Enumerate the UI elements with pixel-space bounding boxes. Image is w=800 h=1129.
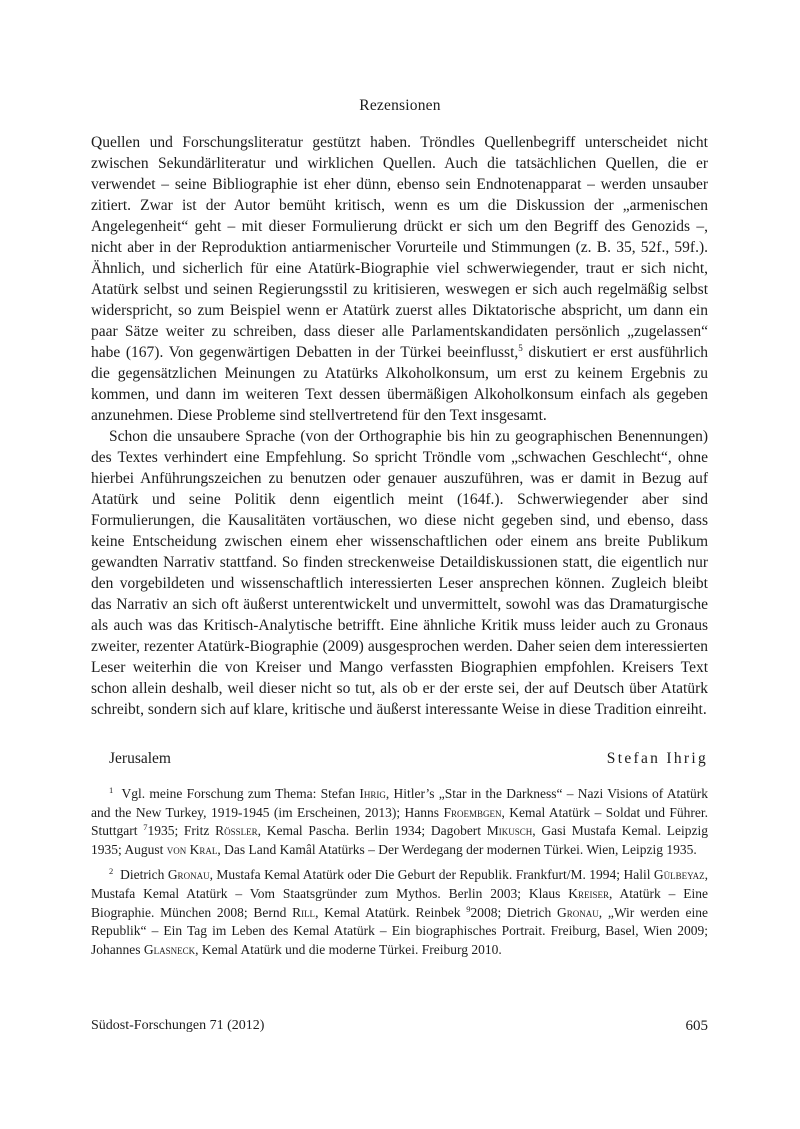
footnote-1-text: , Hitler’s „Star in the Darkness“ – Nazi Visions of Atatürk and the New Turkey, 1919-1945 (im Erscheinen, 2013); Hanns: [91, 786, 708, 820]
footnote-2-text: , Mustafa Kemal Atatürk – Vom Staatsgründer zum Mythos. Berlin 2003; Klaus: [91, 867, 709, 901]
author-name: Mikusch: [486, 823, 533, 839]
footnote-1-mark: 1: [109, 785, 114, 795]
footnote-2-text: , Mustafa Kemal Atatürk oder Die Geburt der Republik. Frankfurt/M. 1994; Halil: [209, 867, 654, 883]
paragraph-1: [91, 132, 708, 426]
running-head: Rezensionen: [359, 97, 441, 114]
author-name: Gronau: [167, 867, 210, 883]
footnote-2: [91, 866, 708, 959]
edition-mark: 7: [143, 822, 148, 833]
footnote-1-text: , Gasi Mustafa Kemal. Leipzig 1935; August: [91, 823, 709, 857]
footnote-ref-5[interactable]: 5: [518, 343, 523, 353]
footnote-2-mark: 2: [109, 866, 114, 877]
review-body: [91, 132, 708, 720]
author-name: Glasneck: [143, 941, 196, 957]
author-name: Ihrig: [359, 786, 386, 801]
footnote-1-text: Vgl. meine Forschung zum Thema: Stefan: [121, 786, 360, 801]
author-name: Froembgen: [443, 804, 502, 820]
paragraph-1-text-a: Quellen und Forschungsliteratur gestützt haben. Tröndles Quellenbegriff unterscheidet nicht zwischen Sekundärliteratur und wirklichen Quellen. Auch die tatsächlichen Quellen, die er verwendet – seine Bibliographie ist eher dünn, ebenso sein Endnotenapparat – werden unsauber zitiert. Zwar ist der Autor bemüht kritisch, wenn es um die Diskussion der „armenischen Angelegenheit“ geht – mit dieser Formulierung drückt er sich um den Begriff des Genozids –, nicht aber in der Reproduktion antiarmenischer Vorurteile und Stimmungen (z. B. 35, 52f., 59f.). Ähnlich, und sicherlich für eine Atatürk-Biographie viel schwerwiegender, traut er sich nicht, Atatürk selbst und seinen Regierungsstil zu kritisieren, weswegen er sich auch regelmäßig selbst widerspricht, so zum Beispiel wenn er Atatürk zuerst alles Diktatorische abspricht, um dann ein paar Sätze weiter zu schreiben, dass dieser alle Parlamentskandidaten persönlich „zugelassen“ habe (167). Von gegenwärtigen Debatten in der Türkei beeinflusst,: [91, 134, 708, 361]
footnote-2-text: , „Wir werden eine Republik“ – Ein Tag im Leben des Kemal Atatürk – Ein biographisches Portrait. Freiburg, Basel, Wien 2009; Johannes: [91, 904, 709, 957]
footnote-1-text: , Kemal Atatürk – Soldat und Führer. Stuttgart: [91, 804, 708, 839]
footnotes: [91, 785, 708, 966]
footnote-1-text: , Das Land Kamâl Atatürks – Der Werdegang der modernen Türkei. Wien, Leipzig 1935.: [217, 841, 697, 857]
author-name: Rössler: [215, 823, 258, 839]
review-signature: [109, 750, 708, 772]
author-name: Kreiser: [568, 885, 610, 901]
footnote-1-text: 1935; Fritz: [147, 823, 216, 839]
signature-author: Stefan Ihrig: [606, 750, 708, 767]
footnote-2-text: 2008; Dietrich: [470, 904, 557, 920]
footnote-1: [91, 785, 708, 859]
author-name: Rill: [292, 904, 316, 920]
footnote-2-text: , Atatürk – Eine Biographie. München 2008; Bernd: [91, 885, 709, 920]
author-name: Gronau: [556, 904, 599, 920]
page-number: 605: [685, 1018, 708, 1034]
page-footer: [91, 1018, 708, 1038]
paragraph-2: Schon die unsaubere Sprache (von der Orthographie bis hin zu geographischen Benennungen) des Textes verhindert eine Empfehlung. So spricht Tröndle vom „schwachen Geschlecht“, ohne hierbei Anführungszeichen zu benutzen oder genauer auszuführen, was er damit in Bezug auf Atatürk und seine Politik denn eigentlich meint (164f.). Schwerwiegender aber sind Formulierungen, die Kausalitäten vortäuschen, wo diese nicht gegeben sind, und ebenso, dass keine Entscheidung zwischen einem eher wissenschaftlichen oder einem ans breite Publikum gewandten Narrativ stattfand. So finden streckenweise Detaildiskussionen statt, die eigentlich nur den vorgebildeten und wissenschaftlich interessierten Leser ansprechen können. Zugleich bleibt das Narrativ an sich oft äußerst unterentwickelt und unvermittelt, sowohl was das Dramaturgische als auch was das Kritisch-Analytische betrifft. Eine ähnliche Kritik muss leider auch zu Gronaus zweiter, rezenter Atatürk-Biographie (2009) ausgesprochen werden. Daher seien dem interessierten Leser weiterhin die von Kreiser und Mango verfassten Biographien empfohlen. Kreisers Text schon allein deshalb, weil dieser nicht so tut, als ob er der erste sei, der auf Deutsch über Atatürk schreibt, sondern sich auf klare, kritische und äußerst interessante Weise in diese Tradition einreiht.: [91, 428, 708, 718]
author-name: von Kral: [166, 841, 218, 857]
footnote-1-text: , Kemal Pascha. Berlin 1934; Dagobert: [257, 823, 487, 839]
journal-citation: Südost-Forschungen 71 (2012): [91, 1018, 265, 1033]
signature-place: Jerusalem: [109, 750, 171, 767]
author-name: Gülbeyaz: [653, 867, 705, 883]
footnote-2-text: , Kemal Atatürk und die moderne Türkei. Freiburg 2010.: [195, 941, 502, 957]
footnote-2-text: , Kemal Atatürk. Reinbek: [315, 904, 467, 920]
footnote-2-text: Dietrich: [120, 867, 168, 883]
paragraph-1-text-b: diskutiert er erst ausführlich die gegensätzlichen Meinungen zu Atatürks Alkoholkonsum, um erst zu keinem Ergebnis zu kommen, und dann im weiteren Text dessen übermäßigen Alkoholkonsum einfach als gegeben anzunehmen. Diese Probleme sind stellvertretend für den Text insgesamt.: [91, 344, 709, 424]
edition-mark: 9: [466, 903, 471, 914]
